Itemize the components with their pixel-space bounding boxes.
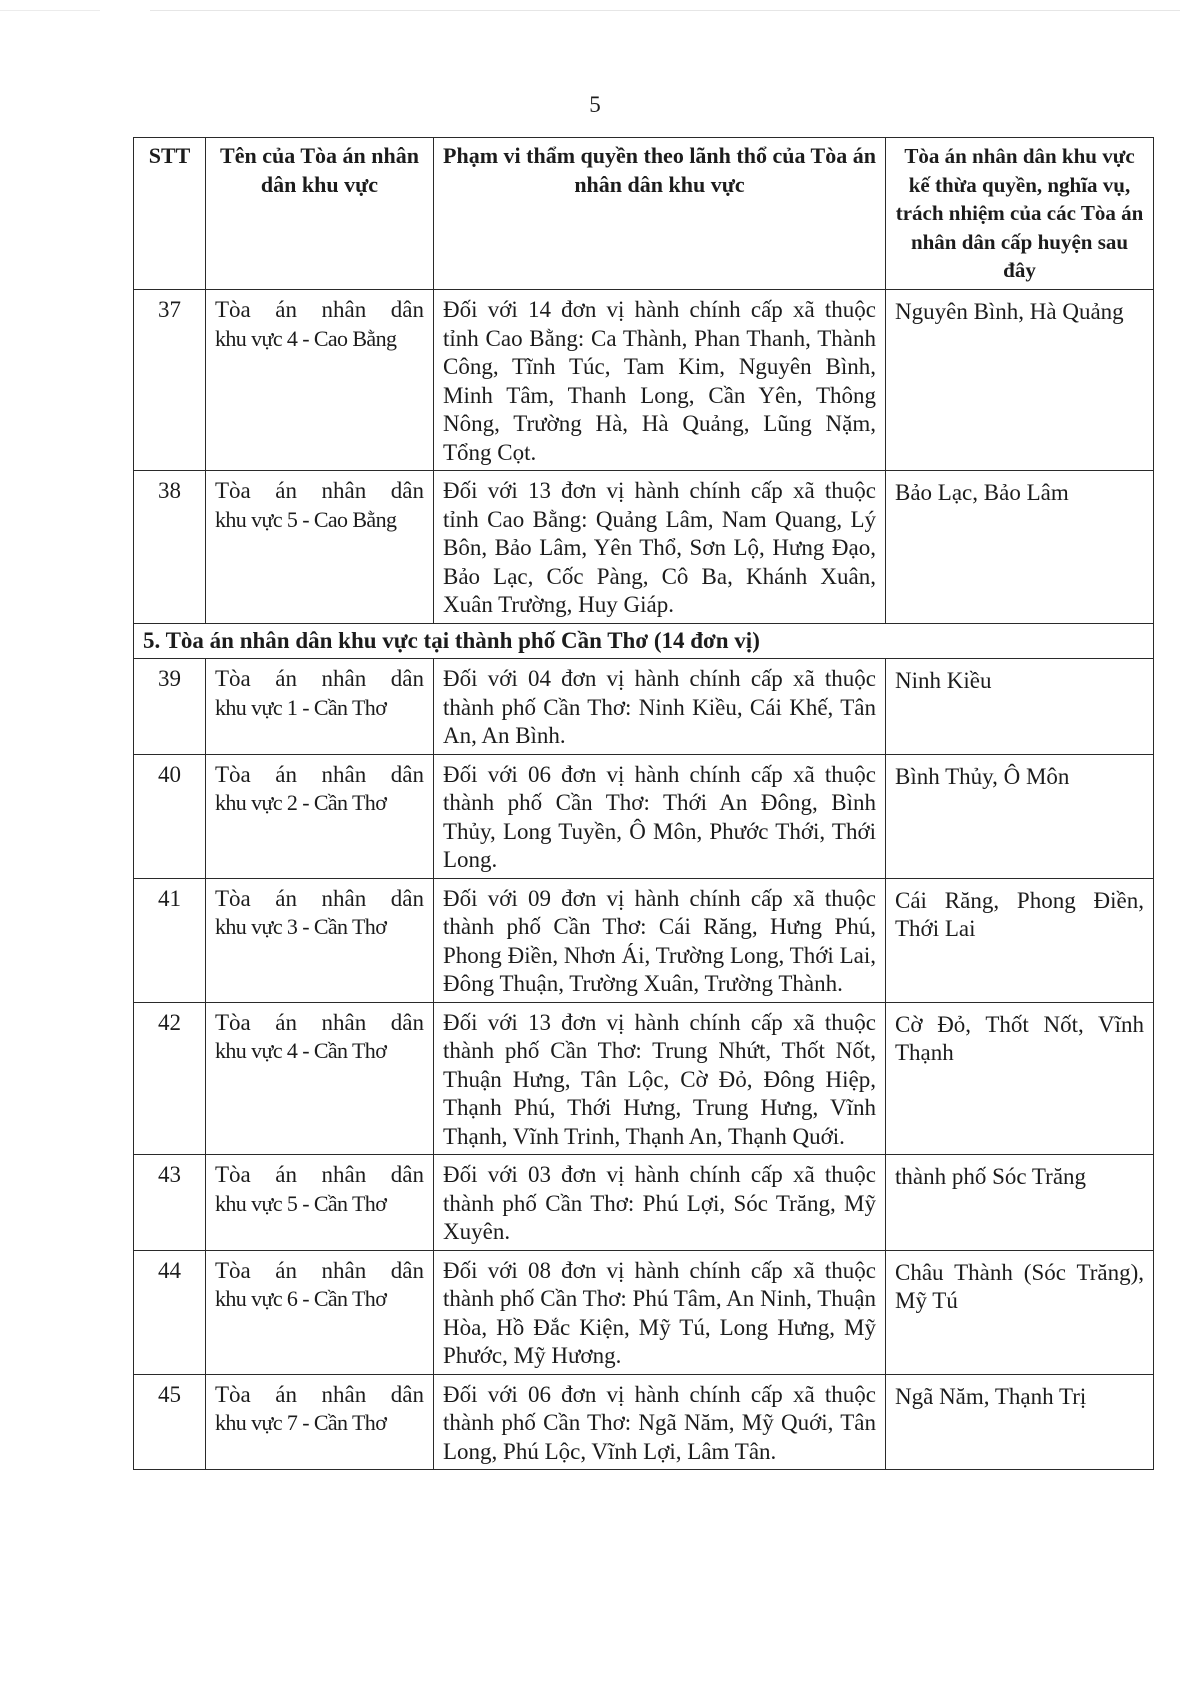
court-name-prefix: Tòa án nhân dân xyxy=(215,297,424,322)
row-stt: 39 xyxy=(134,659,206,755)
row-court-name xyxy=(206,1374,434,1470)
row-scope: Đối với 14 đơn vị hành chính cấp xã thuộc tỉnh Cao Bằng: Ca Thành, Phan Thanh, Thành Công, Tĩnh Túc, Tam Kim, Nguyên Bình, Minh Tâm, Thanh Long, Cần Yên, Thông Nông, Trường Hà, Hà Quảng, Lũng Nặm, Tổng Cọt. xyxy=(434,290,886,471)
header-scope: Phạm vi thẩm quyền theo lãnh thổ của Tòa án nhân dân khu vực xyxy=(434,138,886,290)
court-name-suffix: khu vực 3 - Cần Thơ xyxy=(215,914,387,939)
row-inherits: Ninh Kiều xyxy=(886,659,1154,755)
court-jurisdiction-table xyxy=(133,137,1154,1470)
court-name-prefix: Tòa án nhân dân xyxy=(215,666,424,691)
court-name-suffix: khu vực 4 - Cần Thơ xyxy=(215,1038,387,1063)
row-scope: Đối với 09 đơn vị hành chính cấp xã thuộc thành phố Cần Thơ: Cái Răng, Hưng Phú, Phong Điền, Nhơn Ái, Trường Long, Thới Lai, Đông Thuận, Trường Xuân, Trường Thành. xyxy=(434,878,886,1002)
table-row xyxy=(134,1155,1154,1251)
section-row xyxy=(134,623,1154,659)
scan-artifact-line xyxy=(150,10,1180,11)
row-scope: Đối với 04 đơn vị hành chính cấp xã thuộc thành phố Cần Thơ: Ninh Kiều, Cái Khế, Tân An, An Bình. xyxy=(434,659,886,755)
row-inherits: Cờ Đỏ, Thốt Nốt, Vĩnh Thạnh xyxy=(886,1002,1154,1155)
row-inherits: Bình Thủy, Ô Môn xyxy=(886,754,1154,878)
section-title: 5. Tòa án nhân dân khu vực tại thành phố Cần Thơ (14 đơn vị) xyxy=(134,623,1154,659)
row-stt: 38 xyxy=(134,471,206,624)
row-court-name xyxy=(206,471,434,624)
scan-artifact-line xyxy=(0,10,100,11)
row-scope: Đối với 06 đơn vị hành chính cấp xã thuộc thành phố Cần Thơ: Ngã Năm, Mỹ Quới, Tân Long, Phú Lộc, Vĩnh Lợi, Lâm Tân. xyxy=(434,1374,886,1470)
court-name-suffix: khu vực 2 - Cần Thơ xyxy=(215,790,387,815)
row-inherits: Nguyên Bình, Hà Quảng xyxy=(886,290,1154,471)
table-row xyxy=(134,1250,1154,1374)
table-row xyxy=(134,290,1154,471)
row-stt: 44 xyxy=(134,1250,206,1374)
row-court-name xyxy=(206,878,434,1002)
row-inherits: Cái Răng, Phong Điền, Thới Lai xyxy=(886,878,1154,1002)
row-stt: 42 xyxy=(134,1002,206,1155)
court-name-suffix: khu vực 5 - Cao Bằng xyxy=(215,506,397,532)
court-name-prefix: Tòa án nhân dân xyxy=(215,1381,424,1407)
row-inherits: thành phố Sóc Trăng xyxy=(886,1155,1154,1251)
table-row xyxy=(134,659,1154,755)
row-court-name xyxy=(206,1002,434,1155)
row-stt: 45 xyxy=(134,1374,206,1470)
row-scope: Đối với 08 đơn vị hành chính cấp xã thuộc thành phố Cần Thơ: Phú Tâm, An Ninh, Thuận Hòa, Hồ Đắc Kiện, Mỹ Tú, Long Hưng, Mỹ Phước, Mỹ Hương. xyxy=(434,1250,886,1374)
row-stt: 40 xyxy=(134,754,206,878)
row-inherits: Ngã Năm, Thạnh Trị xyxy=(886,1374,1154,1470)
table-row xyxy=(134,878,1154,1002)
row-court-name xyxy=(206,1250,434,1374)
row-inherits: Bảo Lạc, Bảo Lâm xyxy=(886,471,1154,624)
court-name-suffix: khu vực 1 - Cần Thơ xyxy=(215,694,387,720)
row-scope: Đối với 13 đơn vị hành chính cấp xã thuộc tỉnh Cao Bằng: Quảng Lâm, Nam Quang, Lý Bôn, Bảo Lâm, Yên Thổ, Sơn Lộ, Hưng Đạo, Bảo Lạc, Cốc Pàng, Cô Ba, Khánh Xuân, Xuân Trường, Huy Giáp. xyxy=(434,471,886,624)
header-inherits: Tòa án nhân dân khu vực kế thừa quyền, nghĩa vụ, trách nhiệm của các Tòa án nhân dân cấp huyện sau đây xyxy=(886,138,1154,290)
row-court-name xyxy=(206,659,434,755)
row-scope: Đối với 03 đơn vị hành chính cấp xã thuộc thành phố Cần Thơ: Phú Lợi, Sóc Trăng, Mỹ Xuyên. xyxy=(434,1155,886,1251)
court-name-prefix: Tòa án nhân dân xyxy=(215,761,424,787)
row-court-name xyxy=(206,1155,434,1251)
table-row xyxy=(134,471,1154,624)
court-name-suffix: khu vực 7 - Cần Thơ xyxy=(215,1410,387,1435)
row-court-name xyxy=(206,290,434,471)
row-scope: Đối với 06 đơn vị hành chính cấp xã thuộc thành phố Cần Thơ: Thới An Đông, Bình Thủy, Long Tuyền, Ô Môn, Phước Thới, Thới Long. xyxy=(434,754,886,878)
table-row xyxy=(134,1374,1154,1470)
court-name-suffix: khu vực 5 - Cần Thơ xyxy=(215,1190,387,1216)
court-name-suffix: khu vực 6 - Cần Thơ xyxy=(215,1286,387,1311)
header-court-name: Tên của Tòa án nhân dân khu vực xyxy=(206,138,434,290)
table-header-row xyxy=(134,138,1154,290)
row-stt: 41 xyxy=(134,878,206,1002)
row-stt: 37 xyxy=(134,290,206,471)
row-inherits: Châu Thành (Sóc Trăng), Mỹ Tú xyxy=(886,1250,1154,1374)
page-number: 5 xyxy=(589,92,601,117)
row-scope: Đối với 13 đơn vị hành chính cấp xã thuộc thành phố Cần Thơ: Trung Nhứt, Thốt Nốt, Thuận Hưng, Tân Lộc, Cờ Đỏ, Đông Hiệp, Thạnh Phú, Thới Hưng, Trung Hưng, Vĩnh Thạnh, Vĩnh Trinh, Thạnh An, Thạnh Quới. xyxy=(434,1002,886,1155)
row-stt: 43 xyxy=(134,1155,206,1251)
court-name-suffix: khu vực 4 - Cao Bằng xyxy=(215,325,397,351)
court-name-prefix: Tòa án nhân dân xyxy=(215,478,424,503)
court-name-prefix: Tòa án nhân dân xyxy=(215,1162,424,1187)
row-court-name xyxy=(206,754,434,878)
court-name-prefix: Tòa án nhân dân xyxy=(215,885,424,911)
table-row xyxy=(134,1002,1154,1155)
table-row xyxy=(134,754,1154,878)
header-stt: STT xyxy=(134,138,206,290)
court-name-prefix: Tòa án nhân dân xyxy=(215,1009,424,1035)
court-name-prefix: Tòa án nhân dân xyxy=(215,1257,424,1283)
